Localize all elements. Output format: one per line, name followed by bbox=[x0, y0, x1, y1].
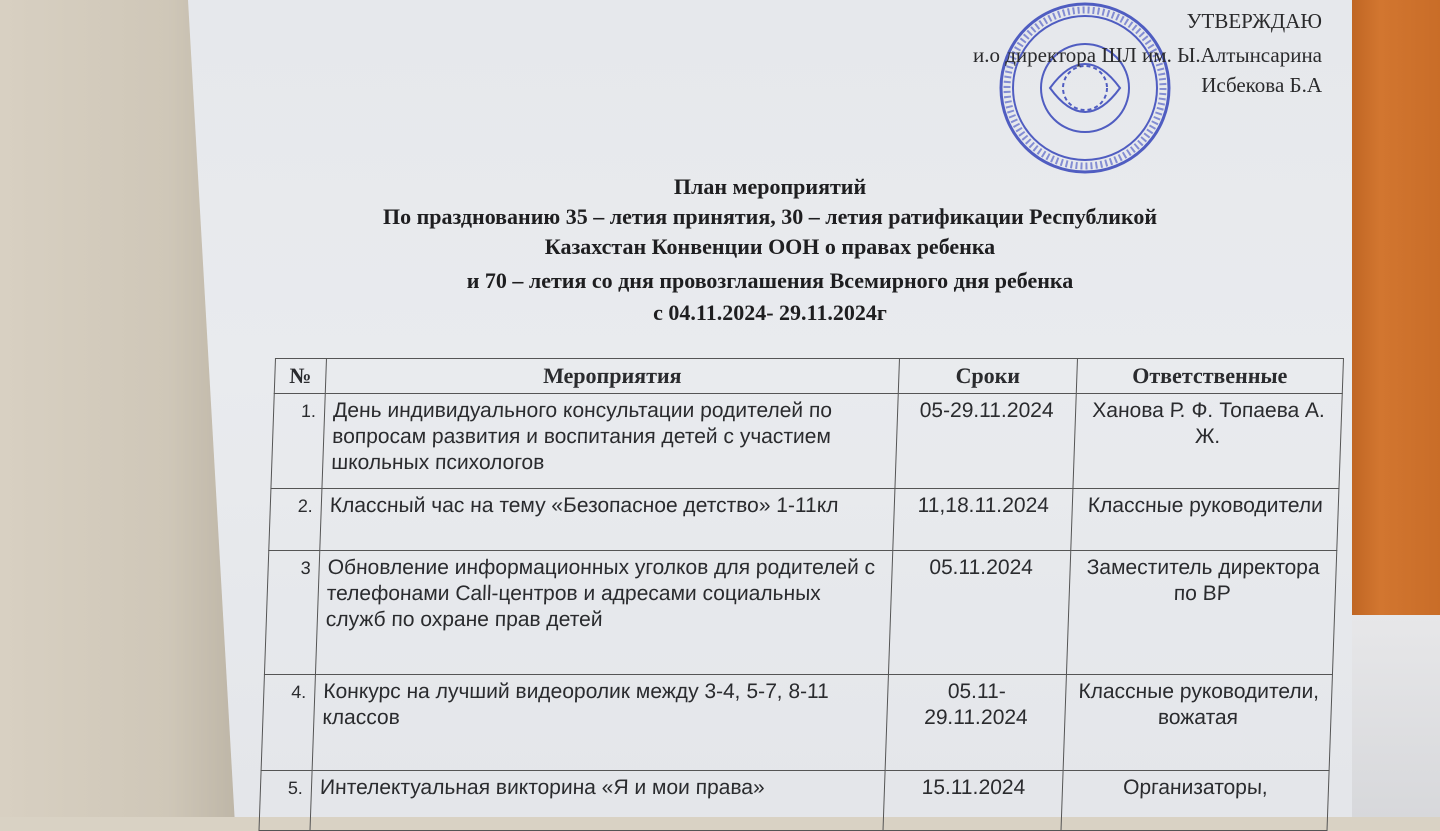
table-header-row bbox=[274, 359, 1343, 394]
row-number: 3 bbox=[264, 551, 319, 675]
row-responsible: Ханова Р. Ф. Топаева А. Ж. bbox=[1073, 394, 1342, 489]
row-responsible: Классные руководители, вожатая bbox=[1063, 675, 1332, 771]
events-table bbox=[258, 358, 1344, 831]
row-event: Конкурс на лучший видеоролик между 3-4, 5-7, 8-11 классов bbox=[312, 675, 888, 771]
row-number: 5. bbox=[259, 771, 312, 831]
table-row bbox=[261, 675, 1332, 771]
column-header-term: Сроки bbox=[898, 359, 1077, 394]
table-row bbox=[264, 551, 1336, 675]
document-title: План мероприятий bbox=[673, 174, 867, 199]
row-responsible: Организаторы, bbox=[1061, 771, 1329, 831]
row-event: Обновление информационных уголков для родителей с телефонами Call-центров и адресами социальных служб по охране прав детей bbox=[315, 551, 892, 675]
approval-heading: УТВЕРЖДАЮ bbox=[1186, 9, 1322, 33]
row-term: 11,18.11.2024 bbox=[893, 489, 1073, 551]
document-subtitle-line-1: По празднованию 35 – летия принятия, 30 – летия ратификации Республикой bbox=[382, 204, 1158, 229]
column-header-number: № bbox=[274, 359, 326, 394]
approval-position: и.о директора ШЛ им. Ы.Алтынсарина bbox=[972, 43, 1322, 67]
column-header-responsible: Ответственные bbox=[1076, 359, 1343, 394]
row-responsible: Классные руководители bbox=[1071, 489, 1339, 551]
row-event: День индивидуального консультации родителей по вопросам развития и воспитания детей с участием школьных психологов bbox=[322, 394, 898, 489]
document-subtitle-line-2: Казахстан Конвенции ООН о правах ребенка bbox=[544, 234, 996, 259]
column-header-events: Мероприятия bbox=[325, 359, 899, 394]
table-row bbox=[269, 489, 1339, 551]
row-term: 05.11-29.11.2024 bbox=[885, 675, 1066, 771]
row-term: 15.11.2024 bbox=[883, 771, 1063, 831]
wooden-cabinet bbox=[1340, 0, 1440, 620]
row-event: Интелектуальная викторина «Я и мои права» bbox=[310, 771, 885, 831]
cabinet-panel bbox=[1340, 615, 1440, 817]
row-responsible: Заместитель директора по ВР bbox=[1066, 551, 1336, 675]
row-number: 4. bbox=[261, 675, 315, 771]
table-row bbox=[271, 394, 1342, 489]
table-row bbox=[259, 771, 1329, 831]
row-event: Классный час на тему «Безопасное детство» 1-11кл bbox=[320, 489, 895, 551]
document-date-range: с 04.11.2024- 29.11.2024г bbox=[653, 300, 887, 325]
row-number: 1. bbox=[271, 394, 325, 489]
row-term: 05-29.11.2024 bbox=[895, 394, 1076, 489]
approval-signatory: Исбекова Б.А bbox=[1201, 73, 1322, 97]
row-number: 2. bbox=[269, 489, 322, 551]
document-subtitle-line-3: и 70 – летия со дня провозглашения Всемирного дня ребенка bbox=[466, 268, 1074, 293]
row-term: 05.11.2024 bbox=[888, 551, 1070, 675]
